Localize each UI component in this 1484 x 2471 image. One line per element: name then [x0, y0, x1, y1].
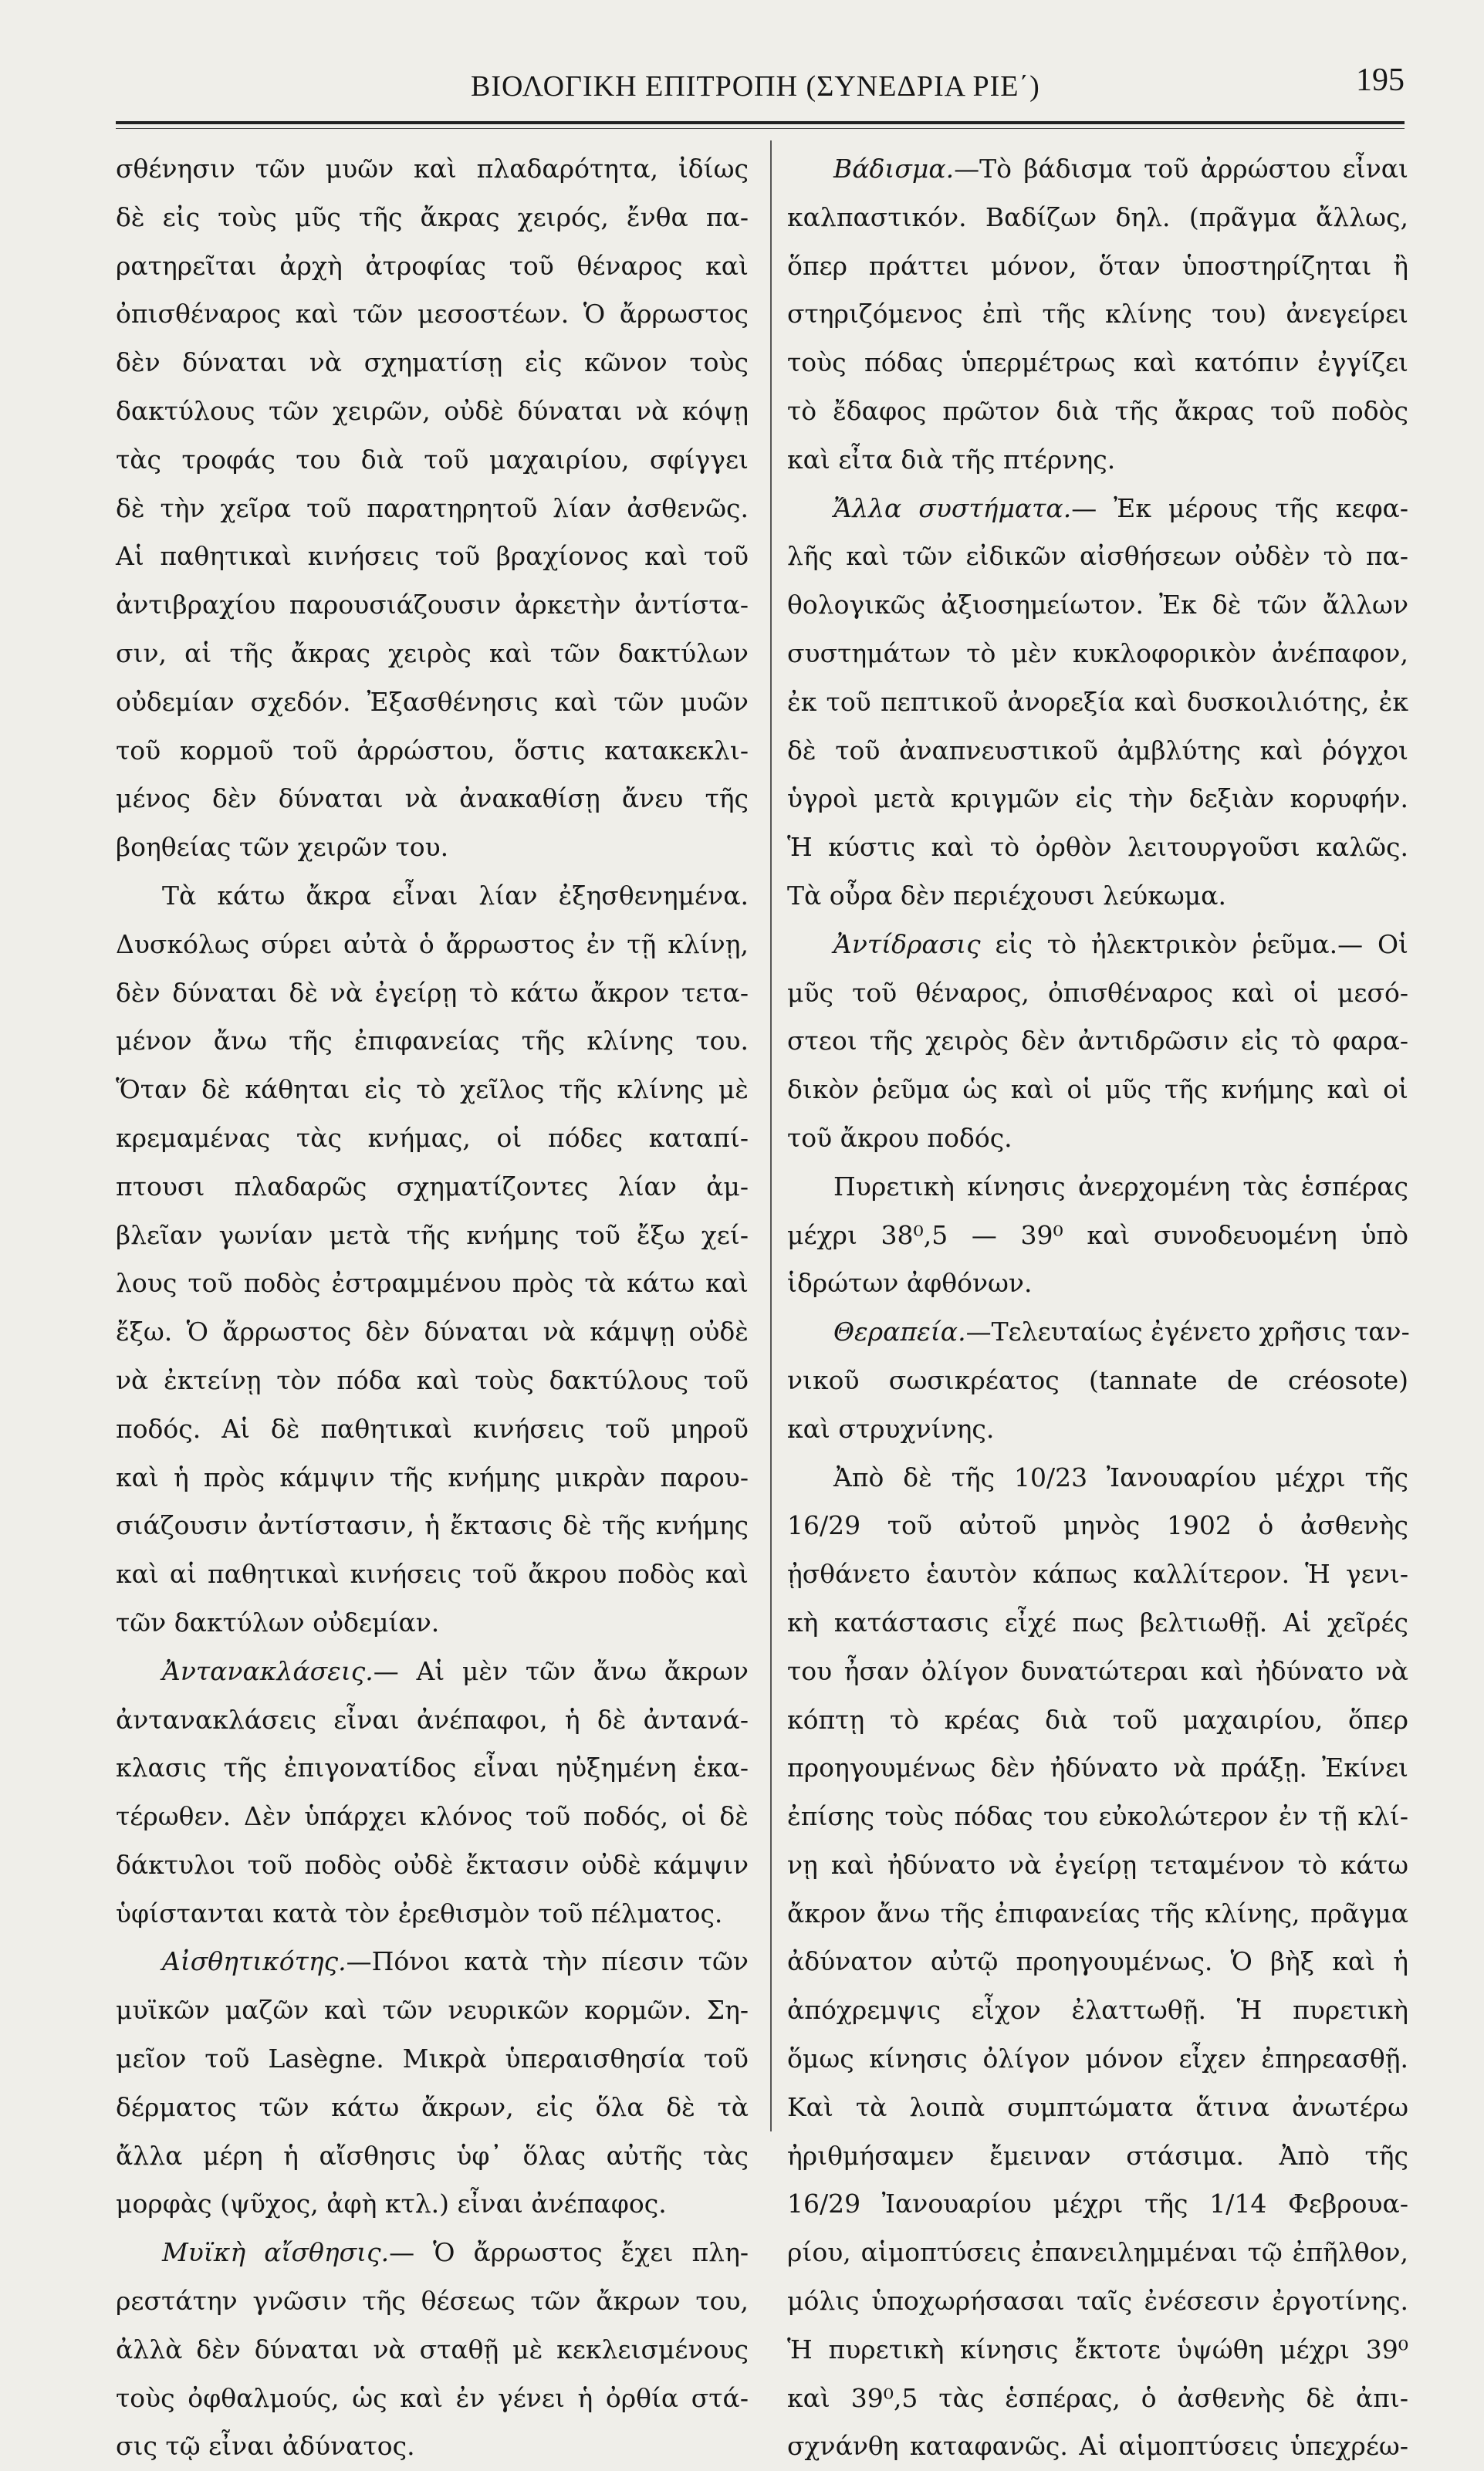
page-number: 195	[1356, 63, 1405, 98]
line-text: Τὰ οὖρα δὲν περιέχουσι λεύκωμα.	[787, 880, 1226, 911]
line-text: τοῦ κορμοῦ τοῦ ἀρρώστου, ὅστις κατακεκλι-	[116, 735, 749, 766]
text-line	[787, 1841, 1408, 1890]
line-text: μόλις ὑποχωρήσασαι ταῖς ἐνέσεσιν ἐργοτίνης.	[787, 2286, 1408, 2317]
section-heading: Ἄλλα συστήματα.	[833, 492, 1072, 523]
line-text: 16/29 Ἰανουαρίου μέχρι τῆς 1/14 Φεβρουα-	[787, 2189, 1408, 2219]
text-line	[787, 969, 1408, 1018]
line-text: τέρωθεν. Δὲν ὑπάρχει κλόνος τοῦ ποδός, οἱ δὲ	[116, 1801, 749, 1832]
line-text: δακτύλους τῶν χειρῶν, οὐδὲ δύναται νὰ κόψῃ	[116, 395, 749, 426]
text-line	[116, 1890, 749, 1939]
line-text: καὶ αἱ παθητικαὶ κινήσεις τοῦ ἄκρου ποδὸς καὶ	[116, 1559, 749, 1590]
text-line	[116, 485, 749, 533]
text-line	[787, 1405, 1408, 1454]
text-line	[116, 387, 749, 436]
line-text: ἄκρον ἄνω τῆς ἐπιφανείας τῆς κλίνης, πρᾶγμα	[787, 1898, 1408, 1928]
line-text: τῶν δακτύλων οὐδεμίαν.	[116, 1607, 440, 1638]
text-line	[116, 2422, 749, 2471]
line-text: του ἦσαν ὀλίγον δυνατώτεραι καὶ ἠδύνατο νὰ	[787, 1655, 1408, 1686]
text-line	[787, 1017, 1408, 1066]
text-line	[787, 678, 1408, 727]
header-rule-thin	[116, 128, 1405, 129]
text-line	[116, 2132, 749, 2181]
line-text: προηγουμένως δὲν ἠδύνατο νὰ πράξῃ. Ἐκίνει	[787, 1753, 1408, 1783]
line-text: συστημάτων τὸ μὲν κυκλοφορικὸν ἀνέπαφον,	[787, 637, 1408, 668]
line-text: λους τοῦ ποδὸς ἐστραμμένου πρὸς τὰ κάτω καὶ	[116, 1268, 749, 1299]
text-line	[116, 2229, 749, 2277]
line-text: κὴ κατάστασις εἶχέ πως βελτιωθῇ. Αἱ χεῖρές	[787, 1607, 1408, 1638]
text-line	[116, 1841, 749, 1890]
text-line	[116, 1357, 749, 1405]
line-text: τοῦ ἄκρου ποδός.	[787, 1122, 1012, 1153]
text-line	[116, 2375, 749, 2423]
section-heading: Μυϊκὴ αἴσθησις.	[162, 2237, 390, 2268]
line-text: νῃ καὶ ἠδύνατο νὰ ἐγείρῃ τεταμένον τὸ κάτω	[787, 1849, 1408, 1880]
text-line	[787, 1163, 1408, 1212]
line-text: μένον ἄνω τῆς ἐπιφανείας τῆς κλίνης του.	[116, 1026, 749, 1056]
line-text: θολογικῶς ἀξιοσημείωτον. Ἐκ δὲ τῶν ἄλλων	[787, 590, 1408, 620]
text-line	[116, 2277, 749, 2326]
line-text: ᾐσθάνετο ἑαυτὸν κάπως καλλίτερον. Ἡ γενι-	[787, 1559, 1408, 1590]
text-line	[116, 921, 749, 969]
text-line	[787, 1986, 1408, 2035]
line-text: τοὺς ὀφθαλμούς, ὡς καὶ ἐν γένει ἡ ὀρθία στά-	[116, 2382, 749, 2413]
line-text: Ὅταν δὲ κάθηται εἰς τὸ χεῖλος τῆς κλίνης μὲ	[116, 1074, 749, 1105]
text-line	[116, 872, 749, 921]
text-line	[787, 1212, 1408, 1260]
text-line	[116, 1259, 749, 1308]
line-text: καὶ στρυχνίνης.	[787, 1413, 995, 1444]
text-line	[116, 1550, 749, 1599]
left-text-column	[116, 145, 749, 2471]
text-line	[787, 2326, 1408, 2375]
text-line	[787, 1599, 1408, 1648]
line-text: κόπτῃ τὸ κρέας διὰ τοῦ μαχαιρίου, ὅπερ	[787, 1704, 1408, 1735]
line-text: ἀλλὰ δὲν δύναται νὰ σταθῇ μὲ κεκλεισμένους	[116, 2334, 749, 2365]
header-rule-thick	[116, 121, 1405, 124]
line-text: δικὸν ῥεῦμα ὡς καὶ οἱ μῦς τῆς κνήμης καὶ οἱ	[787, 1074, 1408, 1105]
line-text: κλασις τῆς ἐπιγονατίδος εἶναι ηὐξημένη ἑκα-	[116, 1753, 749, 1783]
text-line	[787, 1938, 1408, 1986]
text-line	[116, 678, 749, 727]
line-text: ἀδύνατον αὐτῷ προηγουμένως. Ὁ βὴξ καὶ ἡ	[787, 1946, 1408, 1977]
line-text: ἱδρώτων ἀφθόνων.	[787, 1268, 1033, 1299]
section-heading: Βάδισμα.	[833, 154, 955, 184]
line-text: —Τὸ βάδισμα τοῦ ἀρρώστου εἶναι	[954, 154, 1408, 184]
line-text: ὑγροὶ μετὰ κριγμῶν εἰς τὴν δεξιὰν κορυφήν.	[787, 783, 1408, 814]
line-text: ἐκ τοῦ πεπτικοῦ ἀνορεξία καὶ δυσκοιλιότης, ἐκ	[787, 686, 1408, 717]
column-divider	[770, 140, 772, 2131]
text-line	[116, 1599, 749, 1648]
line-text: — Ἐκ μέρους τῆς κεφα-	[1071, 492, 1408, 523]
section-heading: Αἰσθητικότης.	[162, 1946, 346, 1977]
line-text: τὸ ἔδαφος πρῶτον διὰ τῆς ἄκρας τοῦ ποδὸς	[787, 395, 1408, 426]
text-line	[116, 145, 749, 194]
line-text: ἀντιβραχίου παρουσιάζουσιν ἀρκετὴν ἀντίστα-	[116, 590, 749, 620]
line-text: μεῖον τοῦ Lasègne. Μικρὰ ὑπεραισθησία τοῦ	[116, 2043, 749, 2074]
text-line	[787, 145, 1408, 194]
text-line	[116, 1114, 749, 1163]
text-line	[787, 2422, 1408, 2471]
text-line	[787, 194, 1408, 242]
text-line	[116, 1163, 749, 1212]
line-text: ἀντανακλάσεις εἶναι ἀνέπαφοι, ἡ δὲ ἀντανά-	[116, 1704, 749, 1735]
text-line	[787, 1259, 1408, 1308]
line-text: νικοῦ σωσικρέατος (tannate de créosote)	[787, 1364, 1408, 1395]
text-line	[116, 2326, 749, 2375]
running-title: ΒΙΟΛΟΓΙΚΗ ΕΠΙΤΡΟΠΗ (ΣΥΝΕΔΡΙΑ ΡΙΕ΄)	[471, 70, 1040, 103]
section-heading: Θεραπεία.	[833, 1317, 966, 1347]
line-text: στηριζόμενος ἐπὶ τῆς κλίνης του) ἀνεγείρει	[787, 299, 1408, 330]
line-text: — Αἱ μὲν τῶν ἄνω ἄκρων	[373, 1655, 749, 1686]
text-line	[116, 2035, 749, 2084]
line-text: καὶ εἶτα διὰ τῆς πτέρνης.	[787, 444, 1116, 475]
line-text: ρατηρεῖται ἀρχὴ ἀτροφίας τοῦ θέναρος καὶ	[116, 250, 749, 281]
line-text: Τὰ κάτω ἄκρα εἶναι λίαν ἐξησθενημένα.	[162, 880, 749, 911]
text-line	[787, 1066, 1408, 1114]
text-line	[116, 1938, 749, 1986]
text-line	[787, 339, 1408, 387]
line-text: ἔξω. Ὁ ἄρρωστος δὲν δύναται νὰ κάμψῃ οὐδὲ	[116, 1317, 749, 1347]
line-text: τὰς τροφάς του διὰ τοῦ μαχαιρίου, σφίγγει	[116, 444, 749, 475]
text-line	[787, 727, 1408, 776]
text-line	[787, 1550, 1408, 1599]
line-text: μένος δὲν δύναται νὰ ἀνακαθίσῃ ἄνευ τῆς	[116, 783, 749, 814]
text-line	[787, 2084, 1408, 2132]
line-text: πτουσι πλαδαρῶς σχηματίζοντες λίαν ἀμ-	[116, 1171, 749, 1202]
text-line	[787, 1744, 1408, 1793]
text-line	[787, 1308, 1408, 1357]
text-line	[116, 2180, 749, 2229]
text-line	[787, 1114, 1408, 1163]
text-line	[787, 1454, 1408, 1503]
text-line	[787, 2035, 1408, 2084]
line-text: δέρματος τῶν κάτω ἄκρων, εἰς ὅλα δὲ τὰ	[116, 2091, 749, 2122]
line-text: —Πόνοι κατὰ τὴν πίεσιν τῶν	[346, 1946, 749, 1977]
line-text: σιν, αἱ τῆς ἄκρας χειρὸς καὶ τῶν δακτύλων	[116, 637, 749, 668]
line-text: καλπαστικόν. Βαδίζων δηλ. (πρᾶγμα ἄλλως,	[787, 201, 1408, 232]
line-text: στεοι τῆς χειρὸς δὲν ἀντιδρῶσιν εἰς τὸ φαρα-	[787, 1026, 1408, 1056]
line-text: ἀπόχρεμψις εἶχον ἐλαττωθῇ. Ἡ πυρετικὴ	[787, 1995, 1408, 2026]
text-line	[116, 290, 749, 339]
page-header	[116, 62, 1405, 116]
line-text: Δυσκόλως σύρει αὐτὰ ὁ ἄρρωστος ἐν τῇ κλίνῃ,	[116, 928, 749, 959]
text-line	[787, 1648, 1408, 1696]
text-line	[116, 339, 749, 387]
section-heading: Ἀντίδρασις	[833, 928, 981, 959]
text-line	[787, 485, 1408, 533]
line-text: δάκτυλοι τοῦ ποδὸς οὐδὲ ἔκτασιν οὐδὲ κάμψιν	[116, 1849, 749, 1880]
text-line	[116, 242, 749, 291]
text-line	[787, 2375, 1408, 2423]
text-line	[787, 1793, 1408, 1841]
text-line	[787, 1890, 1408, 1939]
text-line	[116, 1648, 749, 1696]
text-line	[787, 387, 1408, 436]
text-line	[787, 630, 1408, 678]
line-text: Ἡ πυρετικὴ κίνησις ἔκτοτε ὑψώθη μέχρι 39⁰	[787, 2334, 1408, 2365]
text-line	[116, 1308, 749, 1357]
text-line	[116, 1405, 749, 1454]
text-line	[787, 2277, 1408, 2326]
text-line	[116, 436, 749, 485]
text-line	[787, 872, 1408, 921]
line-text: ἄλλα μέρη ἡ αἴσθησις ὑφ᾽ ὅλας αὐτῆς τὰς	[116, 2140, 749, 2171]
text-line	[116, 1986, 749, 2035]
text-line	[116, 1793, 749, 1841]
text-line	[116, 630, 749, 678]
line-text: — Ὁ ἄρρωστος ἔχει πλη-	[389, 2237, 749, 2268]
line-text: βλεῖαν γωνίαν μετὰ τῆς κνήμης τοῦ ἔξω χεί-	[116, 1219, 749, 1250]
line-text: καὶ ἡ πρὸς κάμψιν τῆς κνήμης μικρὰν παρου-	[116, 1462, 749, 1492]
line-text: Αἱ παθητικαὶ κινήσεις τοῦ βραχίονος καὶ τοῦ	[116, 541, 749, 572]
text-line	[116, 194, 749, 242]
line-text: εἰς τὸ ἠλεκτρικὸν ῥεῦμα.— Οἱ	[980, 928, 1408, 959]
text-line	[787, 2229, 1408, 2277]
line-text: τοὺς πόδας ὑπερμέτρως καὶ κατόπιν ἐγγίζει	[787, 347, 1408, 378]
text-line	[116, 775, 749, 823]
line-text: ὑφίστανται κατὰ τὸν ἐρεθισμὸν τοῦ πέλματος.	[116, 1898, 723, 1928]
text-line	[787, 290, 1408, 339]
text-line	[787, 775, 1408, 823]
line-text: δὲ τὴν χεῖρα τοῦ παρατηρητοῦ λίαν ἀσθενῶς.	[116, 492, 749, 523]
text-line	[787, 823, 1408, 872]
text-line	[787, 2132, 1408, 2181]
line-text: —Τελευταίως ἐγένετο χρῆσις ταν-	[965, 1317, 1410, 1347]
line-text: μυϊκῶν μαζῶν καὶ τῶν νευρικῶν κορμῶν. Ση-	[116, 1995, 749, 2026]
text-line	[116, 1696, 749, 1745]
text-line	[787, 436, 1408, 485]
text-line	[787, 532, 1408, 581]
text-line	[116, 581, 749, 630]
line-text: κρεμαμένας τὰς κνήμας, οἱ πόδες καταπί-	[116, 1122, 749, 1153]
text-line	[116, 969, 749, 1018]
line-text: βοηθείας τῶν χειρῶν του.	[116, 832, 449, 863]
line-text: σιάζουσιν ἀντίστασιν, ἡ ἔκτασις δὲ τῆς κνήμης	[116, 1510, 749, 1541]
text-line	[787, 921, 1408, 969]
line-text: σθένησιν τῶν μυῶν καὶ πλαδαρότητα, ἰδίως	[116, 154, 749, 184]
line-text: σχνάνθη καταφανῶς. Αἱ αἱμοπτύσεις ὑπεχρέω-	[787, 2431, 1408, 2462]
text-line	[787, 1357, 1408, 1405]
line-text: ἠριθμήσαμεν ἔμειναν στάσιμα. Ἀπὸ τῆς	[787, 2140, 1408, 2171]
text-line	[116, 532, 749, 581]
line-text: ὅμως κίνησις ὀλίγον μόνον εἶχεν ἐπηρεασθῇ.	[787, 2043, 1408, 2074]
line-text: ποδός. Αἱ δὲ παθητικαὶ κινήσεις τοῦ μηροῦ	[116, 1413, 749, 1444]
text-line	[116, 2084, 749, 2132]
line-text: σις τῷ εἶναι ἀδύνατος.	[116, 2431, 415, 2462]
line-text: δὲ τοῦ ἀναπνευστικοῦ ἀμβλύτης καὶ ῥόγχοι	[787, 735, 1408, 766]
line-text: ὀπισθέναρος καὶ τῶν μεσοστέων. Ὁ ἄρρωστος	[116, 299, 749, 330]
text-line	[116, 1502, 749, 1550]
text-line	[116, 823, 749, 872]
line-text: δὲ εἰς τοὺς μῦς τῆς ἄκρας χειρός, ἔνθα πα-	[116, 201, 749, 232]
text-line	[116, 1212, 749, 1260]
text-line	[787, 2180, 1408, 2229]
line-text: ρεστάτην γνῶσιν τῆς θέσεως τῶν ἄκρων του,	[116, 2286, 749, 2317]
line-text: καὶ 39⁰,5 τὰς ἑσπέρας, ὁ ἀσθενὴς δὲ ἀπι-	[787, 2382, 1408, 2413]
line-text: Ἀπὸ δὲ τῆς 10/23 Ἰανουαρίου μέχρι τῆς	[833, 1462, 1408, 1492]
text-line	[787, 1502, 1408, 1550]
line-text: λῆς καὶ τῶν εἰδικῶν αἰσθήσεων οὐδὲν τὸ πα-	[787, 541, 1408, 572]
line-text: Ἡ κύστις καὶ τὸ ὀρθὸν λειτουργοῦσι καλῶς.	[787, 832, 1408, 863]
line-text: ρίου, αἱμοπτύσεις ἐπανειλημμέναι τῷ ἐπῆλθον,	[787, 2237, 1408, 2268]
line-text: μέχρι 38⁰,5 — 39⁰ καὶ συνοδευομένη ὑπὸ	[787, 1219, 1408, 1250]
text-line	[116, 1066, 749, 1114]
text-line	[787, 1696, 1408, 1745]
section-heading: Ἀντανακλάσεις.	[162, 1655, 374, 1686]
text-line	[116, 1454, 749, 1503]
text-line	[787, 242, 1408, 291]
line-text: μορφὰς (ψῦχος, ἀφὴ κτλ.) εἶναι ἀνέπαφος.	[116, 2189, 667, 2219]
line-text: Πυρετικὴ κίνησις ἀνερχομένη τὰς ἑσπέρας	[833, 1171, 1408, 1202]
line-text: ἐπίσης τοὺς πόδας του εὐκολώτερον ἐν τῇ κλί-	[787, 1801, 1408, 1832]
right-text-column	[787, 145, 1408, 2471]
line-text: δὲν δύναται νὰ σχηματίσῃ εἰς κῶνον τοὺς	[116, 347, 749, 378]
text-line	[116, 1017, 749, 1066]
line-text: οὐδεμίαν σχεδόν. Ἐξασθένησις καὶ τῶν μυῶν	[116, 686, 749, 717]
text-line	[116, 727, 749, 776]
line-text: νὰ ἐκτείνῃ τὸν πόδα καὶ τοὺς δακτύλους τοῦ	[116, 1364, 749, 1395]
text-line	[116, 1744, 749, 1793]
line-text: Καὶ τὰ λοιπὰ συμπτώματα ἅτινα ἀνωτέρω	[787, 2091, 1408, 2122]
line-text: δὲν δύναται δὲ νὰ ἐγείρῃ τὸ κάτω ἄκρον τετα-	[116, 977, 749, 1008]
line-text: 16/29 τοῦ αὐτοῦ μηνὸς 1902 ὁ ἀσθενὴς	[787, 1510, 1408, 1541]
line-text: μῦς τοῦ θέναρος, ὀπισθέναρος καὶ οἱ μεσό-	[787, 977, 1408, 1008]
line-text: ὅπερ πράττει μόνον, ὅταν ὑποστηρίζηται ἢ	[787, 250, 1408, 281]
text-line	[787, 581, 1408, 630]
